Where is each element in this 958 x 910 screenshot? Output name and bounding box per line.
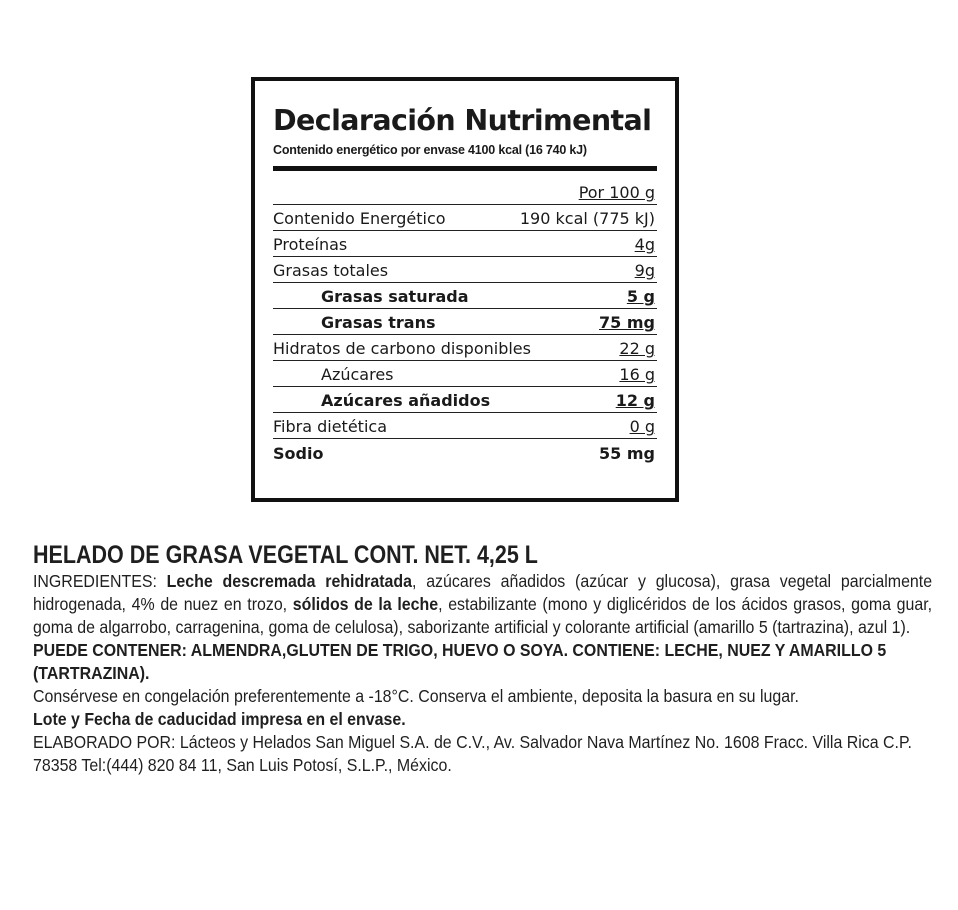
energy-per-container-value: 4100 kcal (16 740 kJ) — [468, 143, 587, 157]
nutrient-row-energy — [273, 205, 657, 231]
nutrient-label: Proteínas — [273, 235, 348, 254]
manufacturer-info: ELABORADO POR: Lácteos y Helados San Miguel S.A. de C.V., Av. Salvador Nava Martínez No. 1608 Fracc. Villa Rica C.P. 78358 Tel:(444) 820 84 11, San Luis Potosí, S.L.P., México. — [33, 732, 912, 775]
nutrient-row-added-sugars — [273, 387, 657, 413]
allergen-warning: PUEDE CONTENER: ALMENDRA,GLUTEN DE TRIGO, HUEVO O SOYA. CONTIENE: LECHE, NUEZ Y AMARILLO 5 (TARTRAZINA). — [33, 640, 887, 683]
nutrient-label: Grasas saturada — [321, 287, 469, 306]
nutrition-facts-panel — [251, 77, 679, 502]
nutrient-label: Fibra dietética — [273, 417, 387, 436]
nutrient-value: 12 g — [615, 391, 655, 410]
thick-divider — [273, 166, 657, 171]
nutrient-label: Contenido Energético — [273, 209, 446, 228]
nutrient-row-saturated-fat — [273, 283, 657, 309]
column-header-row — [273, 177, 657, 205]
ingredient-highlight: Leche descremada rehidratada — [166, 571, 412, 591]
nutrient-row-protein — [273, 231, 657, 257]
nutrient-value: 190 kcal (775 kJ) — [519, 209, 655, 228]
nutrient-row-carbohydrates — [273, 335, 657, 361]
nutrient-row-fiber — [273, 413, 657, 439]
nutrient-value: 4g — [634, 235, 655, 254]
lot-note: Lote y Fecha de caducidad impresa en el envase. — [33, 709, 406, 729]
nutrient-value: 5 g — [626, 287, 655, 306]
nutrient-value: 55 mg — [599, 444, 655, 463]
ingredients-text: , azúcares añadidos (azúcar y glucosa), grasa vegetal parcialmente hidrogenada, 4% de nuez en trozo, — [33, 571, 933, 614]
nutrient-row-trans-fat — [273, 309, 657, 335]
nutrient-label: Azúcares — [321, 365, 394, 384]
nutrient-value: 16 g — [619, 365, 655, 384]
ingredients-label: INGREDIENTES: — [33, 571, 157, 591]
nutrient-label: Azúcares añadidos — [321, 391, 491, 410]
nutrient-value: 22 g — [619, 339, 655, 358]
nutrient-row-total-fat — [273, 257, 657, 283]
nutrient-row-sugars — [273, 361, 657, 387]
nutrient-value: 75 mg — [599, 313, 655, 332]
nutrient-value: 0 g — [629, 417, 655, 436]
product-title: HELADO DE GRASA VEGETAL CONT. NET. 4,25 L — [33, 541, 538, 569]
ingredients-paragraph — [33, 570, 932, 639]
nutrition-panel-title: Declaración Nutrimental — [273, 104, 652, 137]
nutrient-value: 9g — [634, 261, 655, 280]
nutrient-label: Grasas trans — [321, 313, 436, 332]
energy-per-container — [273, 143, 657, 157]
energy-per-container-label: Contenido energético por envase — [273, 143, 465, 157]
nutrient-label: Grasas totales — [273, 261, 389, 280]
ingredient-highlight: sólidos de la leche — [292, 594, 439, 614]
column-header: Por 100 g — [578, 183, 655, 202]
nutrient-label: Hidratos de carbono disponibles — [273, 339, 531, 358]
product-label-text — [33, 540, 933, 777]
storage-instructions: Consérvese en congelación preferentemente a -18°C. Conserva el ambiente, deposita la basura en su lugar. — [33, 686, 799, 706]
ingredients-text: , estabilizante (mono y diglicéridos de los ácidos grasos, goma guar, goma de algarrobo, carragenina, goma de celulosa), saborizante artificial y colorante artificial (amarillo 5 (tartrazina), azul 1). — [33, 594, 933, 637]
nutrient-row-sodium — [273, 439, 657, 465]
nutrient-label: Sodio — [273, 444, 324, 463]
